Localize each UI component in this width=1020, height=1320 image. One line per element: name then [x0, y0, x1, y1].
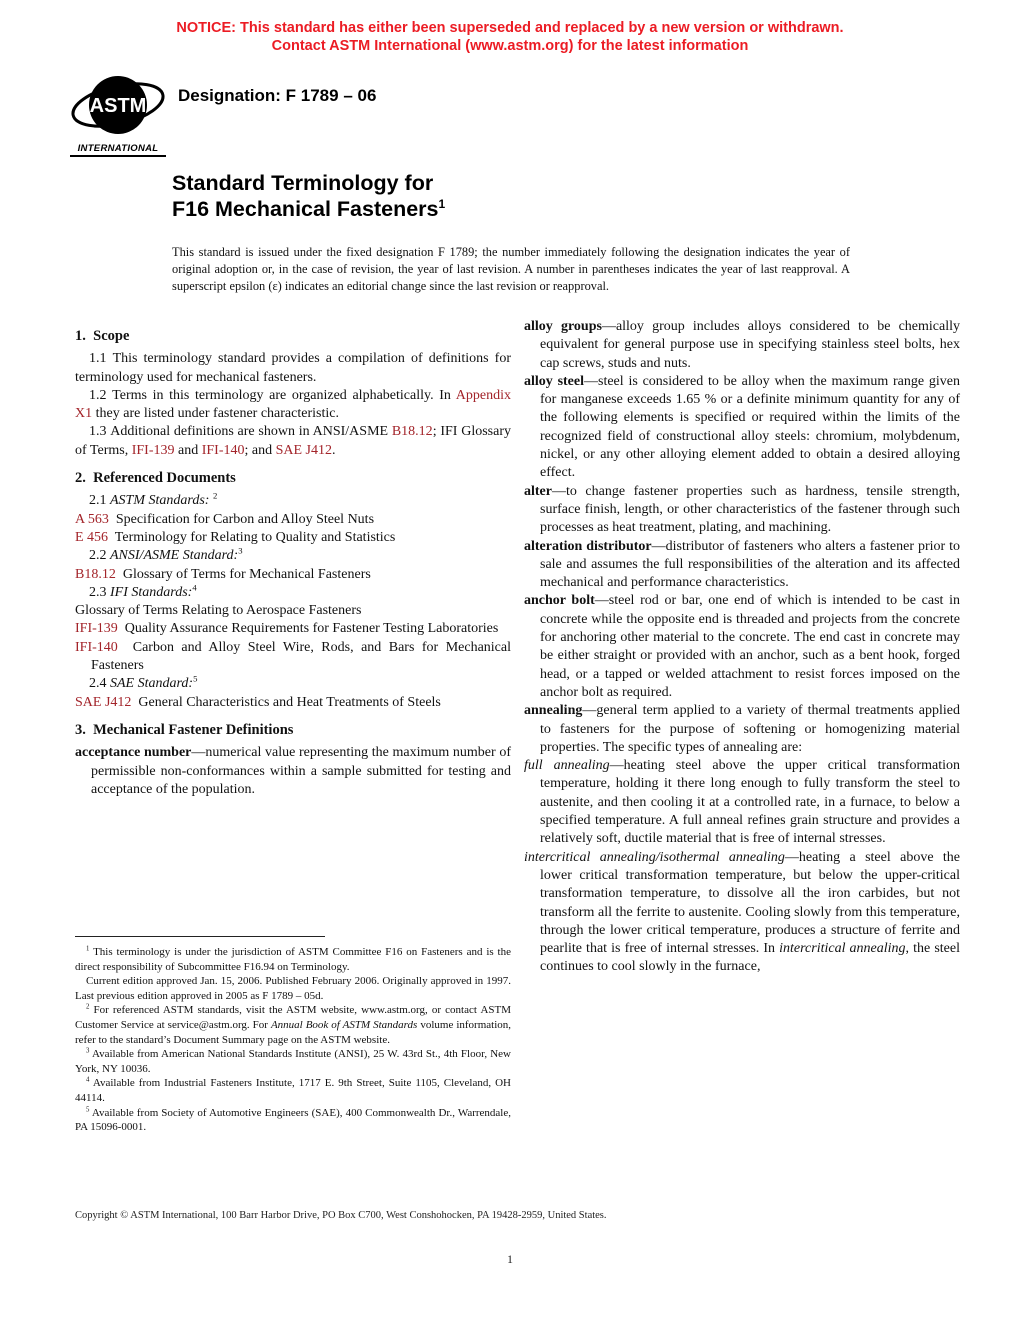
footnote: $^2$ For referenced ASTM standards, visit the ASTM website, www.astm.org, or contact ASTM Customer Service at service@astm.org. For Annual Book of ASTM Standards volume information, refer to the standard’s Document Summary page on the ASTM website. [75, 1003, 511, 1046]
paragraph: Glossary of Terms Relating to Aerospace Fasteners [75, 603, 362, 619]
section-heading-scope: 1. Scope [75, 328, 130, 344]
footnote-rule [75, 936, 325, 937]
definition-acceptance-number: acceptance number—numerical value representing the maximum number of permissible non-conformances within a sample submitted for testing and acceptance of the population. [75, 745, 511, 797]
title-footnote-marker: 1 [438, 196, 446, 211]
reference-link[interactable]: SAE J412 [75, 694, 132, 710]
paragraph: 2.2 ANSI/ASME Standard:$^3$ [89, 545, 243, 564]
reference-link[interactable]: SAE J412 [275, 442, 332, 458]
paragraph: E 456 Terminology for Relating to Quality and Statistics [75, 529, 396, 545]
paragraph: A 563 Specification for Carbon and Alloy Steel Nuts [75, 511, 375, 527]
definition-annealing: annealing—general term applied to a variety of thermal treatments applied to fasteners for the purpose of softening or homogenizing material properties. The specific types of annealing are: [524, 703, 960, 755]
paragraph: SAE J412 General Characteristics and Heat Treatments of Steels [75, 694, 441, 710]
paragraph: 1.3 Additional definitions are shown in ANSI/ASME B18.12; IFI Glossary of Terms, IFI-139 and IFI-140; and SAE J412. [75, 424, 511, 458]
footnote: $^1$ This terminology is under the jurisdiction of ASTM Committee F16 on Fasteners and is the direct responsibility of Subcommittee F16.94 on Terminology. [75, 945, 511, 973]
definition-alloy-groups: alloy groups—alloy group includes alloys considered to be chemically equivalent for general purpose use in specifying stainless steel bolts, hex cap screws, studs and nuts. [524, 319, 960, 371]
definition-full-annealing: full annealing—heating steel above the upper critical transformation temperature, holding it there long enough to fully transform the steel to austenite, and then cooling it at a controlled rate, in a furnace, to below a specified temperature. A full anneal refines grain structure and provides a relatively soft, ductile material that is free of internal stresses. [524, 758, 960, 847]
footnotes [75, 936, 511, 1135]
paragraph: 2.1 ASTM Standards: $^2$ [89, 490, 218, 509]
paragraph: 1.2 Terms in this terminology are organized alphabetically. In Appendix X1 they are listed under fastener characteristic. [75, 387, 511, 422]
astm-logo [70, 72, 166, 157]
superseded-notice [0, 20, 1020, 55]
footnote: $^3$ Available from American National Standards Institute (ANSI), 25 W. 43rd St., 4th Floor, New York, NY 10036. [75, 1047, 511, 1075]
reference-link[interactable]: IFI-139 [131, 442, 175, 458]
section-heading-referenced-documents: 2. Referenced Documents [75, 470, 236, 487]
paragraph: 1.1 This terminology standard provides a compilation of definitions for terminology used for mechanical fasteners. [75, 351, 511, 385]
reference-link[interactable]: E 456 [75, 529, 109, 545]
definition-alter: alter—to change fastener properties such as hardness, tensile strength, surface finish, length, or other characteristics of the fastener through such processes as heat treatment, plating, and machining. [524, 483, 960, 536]
reference-link[interactable]: IFI-140 [75, 639, 118, 655]
footnote: $^5$ Available from Society of Automotive Engineers (SAE), 400 Commonwealth Dr., Warrendale, PA 15096-0001. [75, 1105, 511, 1134]
title-line-1: Standard Terminology for [172, 171, 434, 195]
logo-acronym: ASTM [89, 95, 147, 117]
designation: Designation: F 1789 – 06 [178, 86, 377, 105]
astm-emblem-icon [70, 72, 166, 140]
document-title [172, 170, 445, 222]
definition-alloy-steel: alloy steel—steel is considered to be alloy when the maximum range given for manganese exceeds 1.65 % or a definite minimum quantity for any of the following elements is specified or required within the limits of the recognized field of constructional alloy steels: chromium, molybdenum, nickel, or any other alloying element added to obtain a desired alloying effect. [524, 373, 960, 481]
paragraph: 2.3 IFI Standards:$^4$ [89, 582, 197, 600]
paragraph: 2.4 SAE Standard:$^5$ [89, 673, 198, 692]
paragraph: IFI-139 Quality Assurance Requirements for Fastener Testing Laboratories [75, 621, 499, 637]
abstract: This standard is issued under the fixed designation F 1789; the number immediately following the designation indicates the year of original adoption or, in the case of revision, the year of last revision. A number in parentheses indicates the year of last reapproval. A superscript epsilon (ε) indicates an editorial change since the last revision or reapproval. [172, 245, 850, 293]
notice-line-1: NOTICE: This standard has either been superseded and replaced by a new version or withdrawn. [176, 20, 844, 36]
reference-link[interactable]: IFI-139 [75, 621, 118, 637]
right-column [524, 318, 960, 977]
page-number: 1 [507, 1252, 513, 1266]
footnote: $^4$ Available from Industrial Fasteners Institute, 1717 E. 9th Street, Suite 1105, Cleveland, OH 44114. [75, 1076, 511, 1104]
definition-anchor-bolt: anchor bolt—steel rod or bar, one end of which is intended to be cast in concrete while the opposite end is threaded and projects from the concrete for anchoring other material to the concrete. The end cast in concrete may be either straight or provided with an anchor, such as a bent hook, forged head, or a tapped or welded attachment to resist forces imposed on the anchor bolt as required. [524, 593, 960, 700]
copyright-line: Copyright © ASTM International, 100 Barr Harbor Drive, PO Box C700, West Conshohocken, PA 19428-2959, United States. [75, 1210, 607, 1221]
reference-link[interactable]: Appendix X1 [75, 387, 511, 422]
title-line-2: F16 Mechanical Fasteners$^1$ [172, 196, 446, 221]
left-column [75, 318, 511, 799]
reference-link[interactable]: B18.12 [391, 424, 433, 440]
section-heading-definitions: 3. Mechanical Fastener Definitions [75, 721, 294, 738]
paragraph: B18.12 Glossary of Terms for Mechanical Fasteners [75, 566, 371, 582]
footnote-list [75, 945, 511, 1135]
notice-line-2: Contact ASTM International (www.astm.org) for the latest information [271, 37, 749, 54]
paragraph: IFI-140 Carbon and Alloy Steel Wire, Rods, and Bars for Mechanical Fasteners [75, 639, 511, 674]
reference-link[interactable]: B18.12 [75, 566, 116, 582]
footnote: Current edition approved Jan. 15, 2006. Published February 2006. Originally approved in 1997. Last previous edition approved in 2005 as F 1789 – 05d. [75, 975, 511, 1002]
reference-link[interactable]: A 563 [75, 511, 109, 527]
definition-alteration-distributor: alteration distributor—distributor of fasteners who alters a fastener prior to sale and assumes the full responsibilities of the alteration and its affected mechanical and performance characteristics. [524, 538, 961, 591]
definition-intercritical-annealing: intercritical annealing/isothermal annealing—heating a steel above the lower critical transformation temperature, but below the upper-critical transformation temperature, to dissolve all the iron carbides, but not transform all the ferrite to austenite. Cooling slowly from this temperature, through the lower critical temperature, produces a structure of ferrite and pearlite that is free of internal stresses. In intercritical annealing, the steel continues to cool slowly in the furnace, [524, 849, 961, 975]
logo-subtitle: INTERNATIONAL [70, 143, 166, 157]
reference-link[interactable]: IFI-140 [201, 442, 245, 458]
